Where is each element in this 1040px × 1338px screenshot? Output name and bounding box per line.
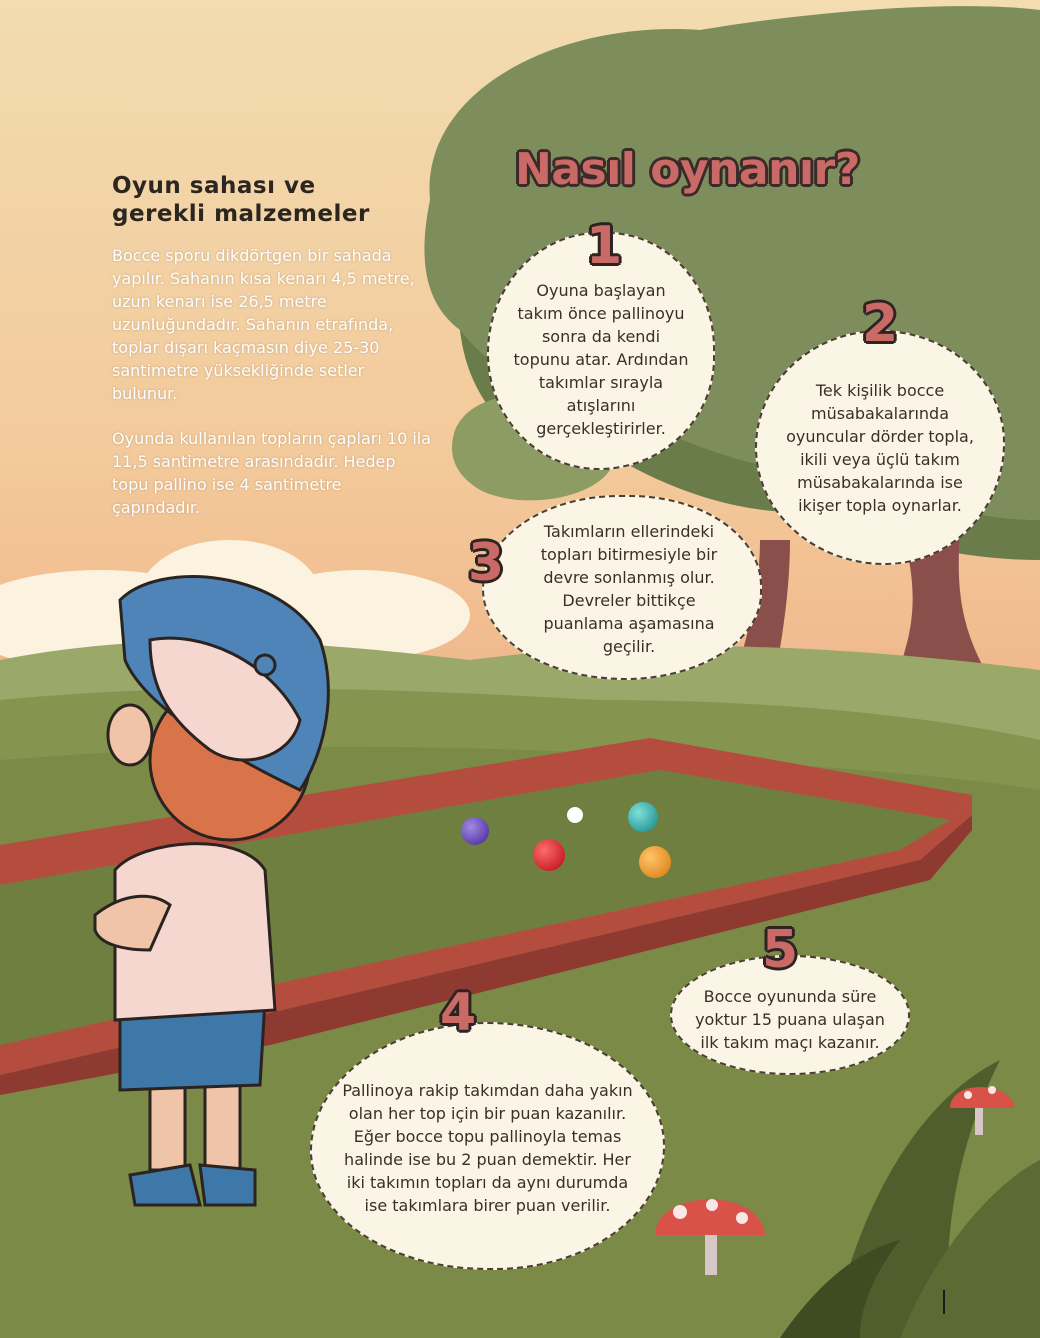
intro-heading (112, 172, 432, 228)
intro-heading-line1: Oyun sahası ve (112, 173, 316, 199)
red-ball (533, 839, 565, 871)
teal-ball (628, 802, 658, 832)
intro-paragraph-2: Oyunda kullanılan topların çapları 10 ila 11,5 santimetre arasındadır. Hedep topu pallino ise 4 santimetre çapındadır. (112, 429, 432, 517)
step-3-number: 3 (468, 533, 505, 593)
intro-section (112, 172, 432, 541)
step-3-text: Takımların ellerindeki topları bitirmesiyle bir devre sonlanmış olur. Devreler bittikçe puanlama aşamasına geçilir. (540, 521, 718, 656)
step-4-bubble (310, 1022, 665, 1270)
intro-heading-line2: gerekli malzemeler (112, 201, 370, 227)
step-2-number: 2 (862, 294, 899, 354)
step-5-text: Bocce oyununda süre yoktur 15 puana ulaşan ilk takım maçı kazanır. (695, 986, 885, 1052)
step-2-text: Tek kişilik bocce müsabakalarında oyuncular dörder topla, ikili veya üçlü takım müsabakalarında ise ikişer topla oynarlar. (786, 380, 974, 515)
purple-ball (461, 817, 489, 845)
step-1-text: Oyuna başlayan takım önce pallinoyu sonra da kendi topunu atar. Ardından takımlar sırayla atışlarını gerçekleştirirler. (513, 280, 689, 438)
step-2-bubble (755, 330, 1005, 565)
step-4-number: 4 (440, 983, 477, 1043)
step-1-number: 1 (586, 216, 623, 276)
step-4-text: Pallinoya rakip takımdan daha yakın olan her top için bir puan kazanılır. Eğer bocce topu pallinoyla temas halinde ise bu 2 puan demektir. Her iki takımın topları da aynı durumda ise takımlara birer puan verilir. (342, 1081, 633, 1215)
orange-ball (639, 846, 671, 878)
how-to-title: Nasıl oynanır? (515, 144, 860, 195)
pallino-ball (567, 807, 583, 823)
step-3-bubble (482, 495, 762, 680)
page-marker (943, 1290, 945, 1314)
intro-paragraph-1: Bocce sporu dikdörtgen bir sahada yapılır. Sahanın kısa kenarı 4,5 metre, uzun kenarı ise 26,5 metre uzunluğundadır. Sahanın etrafında, toplar dışarı kaçmasın diye 25-30 santimetre yüksekliğinde setler bulunur. (112, 246, 415, 403)
step-5-number: 5 (762, 920, 799, 980)
